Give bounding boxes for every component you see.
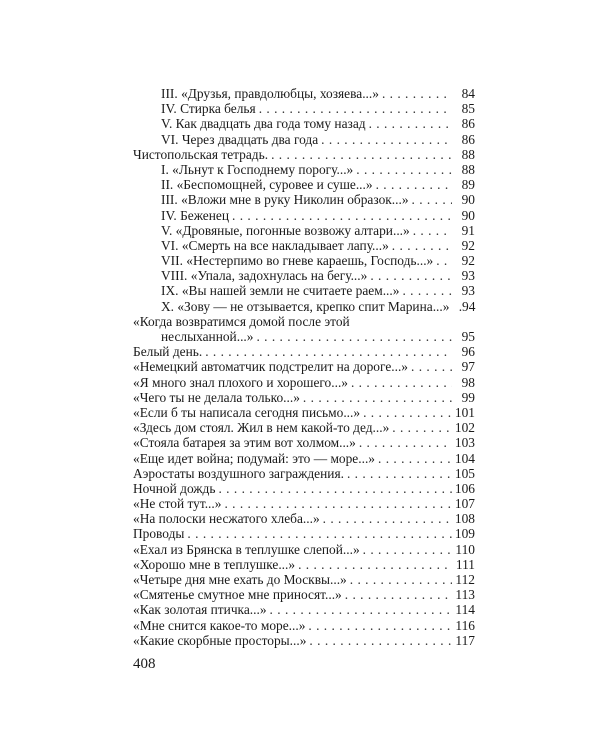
dot-leader [256, 329, 452, 344]
toc-entry-title: VI. Через двадцать два года [161, 131, 319, 147]
dot-leader [187, 526, 451, 541]
toc-entry-page: 90 [461, 192, 475, 208]
toc-entry-title: Чистопольская тетрадь. [133, 146, 269, 162]
toc-entry-page: 98 [461, 374, 475, 390]
toc-entry-title: II. «Беспомощней, суровее и суше...» [161, 177, 373, 193]
toc-entry [133, 314, 475, 329]
dot-leader [345, 587, 452, 602]
toc-entry-page: 90 [461, 207, 475, 223]
toc-entry [133, 633, 475, 648]
toc-entry-title: «Какие скорбные просторы...» [133, 632, 307, 648]
dot-leader [321, 132, 452, 147]
toc-entry [133, 375, 475, 390]
toc-entry [133, 329, 475, 344]
dot-leader [323, 511, 452, 526]
toc-entry [133, 253, 475, 268]
toc-entry [133, 451, 475, 466]
dot-leader [309, 633, 452, 648]
dot-leader [363, 405, 452, 420]
toc-entry [133, 299, 475, 314]
toc-entry [133, 162, 475, 177]
toc-entry-page: 97 [461, 359, 475, 375]
dot-leader [436, 253, 452, 268]
dot-leader [350, 572, 452, 587]
toc-entry [133, 542, 475, 557]
dot-leader [308, 618, 452, 633]
toc-entry-title: «Когда возвратимся домой после этой [133, 313, 350, 329]
toc-entry [133, 481, 475, 496]
toc-entry-page: 105 [454, 465, 475, 481]
toc-entry-page: 103 [454, 435, 475, 451]
toc-entry-page: .94 [458, 298, 476, 314]
toc-entry-title: Проводы [133, 526, 185, 542]
toc-entry-title: Ночной дождь [133, 480, 216, 496]
toc-entry [133, 359, 475, 374]
toc-entry-page: 114 [455, 602, 475, 618]
toc-entry-title: III. «Вложи мне в руку Николин образок...» [161, 192, 409, 208]
toc-entry [133, 132, 475, 147]
toc-entry-page: 96 [461, 344, 475, 360]
toc-entry-title: «Стояла батарея за этим вот холмом...» [133, 435, 356, 451]
toc-entry [133, 435, 475, 450]
toc-entry-page: 85 [461, 101, 475, 117]
toc-entry-title: I. «Льнут к Господнему порогу...» [161, 161, 354, 177]
toc-entry-page: 84 [461, 86, 475, 101]
toc-entry-title: «Не стой тут...» [133, 496, 222, 512]
toc-entry [133, 466, 475, 481]
toc-entry-page: 116 [455, 617, 475, 633]
toc-entry-title: «Еще идет война; подумай: это — море...» [133, 450, 375, 466]
toc-entry-page: 93 [461, 283, 475, 299]
dot-leader [351, 375, 452, 390]
dot-leader [347, 466, 452, 481]
toc-entry-title: «Я много знал плохого и хорошего...» [133, 374, 348, 390]
toc-entry-page: 91 [461, 222, 475, 238]
toc-entry-title: «Хорошо мне в теплушке...» [133, 556, 296, 572]
dot-leader [378, 451, 452, 466]
toc-entry-title: «Немецкий автоматчик подстрелит на дороге...» [133, 359, 408, 375]
dot-leader [218, 481, 451, 496]
toc-entry-page: 101 [454, 404, 475, 420]
toc-entry-page: 86 [461, 131, 475, 147]
toc-entry [133, 390, 475, 405]
dot-leader [298, 557, 452, 572]
toc-entry [133, 223, 475, 238]
table-of-contents [133, 86, 475, 648]
dot-leader [356, 162, 452, 177]
toc-entry-page: 92 [461, 237, 475, 253]
toc-entry [133, 344, 475, 359]
dot-leader [392, 238, 452, 253]
toc-entry-title: VII. «Нестерпимо во гневе караешь, Господь...» [161, 253, 434, 269]
toc-entry-page: 86 [461, 116, 475, 132]
toc-entry-page: 106 [454, 480, 475, 496]
toc-entry-title: VI. «Смерть на все накладывает лапу...» [161, 237, 389, 253]
toc-entry [133, 208, 475, 223]
toc-entry-page: 92 [461, 253, 475, 269]
toc-entry-page: 95 [461, 329, 475, 344]
toc-entry-page: 104 [454, 450, 475, 466]
toc-entry-title: VIII. «Упала, задохнулась на бегу...» [161, 268, 368, 284]
toc-entry-title: IX. «Вы нашей земли не считаете раем...» [161, 283, 400, 299]
dot-leader [205, 344, 452, 359]
dot-leader [363, 542, 452, 557]
dot-leader [369, 116, 452, 131]
toc-entry-title: X. «Зову — не отзывается, крепко спит Марина...» [161, 298, 450, 314]
toc-entry-title: «Если б ты написала сегодня письмо...» [133, 404, 361, 420]
toc-entry [133, 177, 475, 192]
toc-entry [133, 283, 475, 298]
toc-entry-title: «Чего ты не делала только...» [133, 389, 300, 405]
toc-entry-page: 93 [461, 268, 475, 284]
dot-leader [270, 602, 452, 617]
dot-leader [411, 359, 452, 374]
toc-entry-title: Аэростаты воздушного заграждения. [133, 465, 344, 481]
toc-entry-page: 102 [454, 420, 475, 436]
dot-leader [376, 177, 452, 192]
toc-entry [133, 147, 475, 162]
toc-entry-page: 89 [461, 177, 475, 193]
page-number: 408 [133, 656, 156, 672]
toc-entry-title: «Смятенье смутное мне приносят...» [133, 587, 342, 603]
toc-entry-title: «Мне снится какое-то море...» [133, 617, 306, 633]
toc-entry-title: Белый день. [133, 344, 203, 360]
toc-entry-page: 108 [454, 511, 475, 527]
dot-leader [271, 147, 452, 162]
toc-entry [133, 192, 475, 207]
toc-entry-title: IV. Стирка белья [161, 101, 256, 117]
toc-entry-title: «Четыре дня мне ехать до Москвы...» [133, 572, 347, 587]
toc-entry-page: 111 [455, 556, 475, 572]
dot-leader [392, 420, 452, 435]
toc-entry-title: V. Как двадцать два года тому назад [161, 116, 366, 132]
dot-leader [232, 208, 452, 223]
toc-entry [133, 86, 475, 101]
toc-entry [133, 496, 475, 511]
dot-leader [402, 283, 452, 298]
toc-entry-page: 107 [454, 496, 475, 512]
toc-entry-title: неслыханной...» [161, 329, 254, 344]
toc-entry [133, 268, 475, 283]
toc-entry [133, 420, 475, 435]
toc-entry-title: «Здесь дом стоял. Жил в нем какой-то дед...» [133, 420, 390, 436]
dot-leader [259, 101, 452, 116]
toc-entry-page: 112 [455, 572, 475, 587]
toc-entry-page: 113 [455, 587, 475, 603]
toc-entry-title: «Как золотая птичка...» [133, 602, 267, 618]
dot-leader [412, 192, 452, 207]
dot-leader [370, 268, 452, 283]
dot-leader [413, 223, 452, 238]
toc-entry [133, 587, 475, 602]
dot-leader [359, 435, 452, 450]
toc-entry [133, 116, 475, 131]
dot-leader [303, 390, 452, 405]
toc-entry [133, 557, 475, 572]
toc-entry-title: «Ехал из Брянска в теплушке слепой...» [133, 541, 360, 557]
dot-leader [224, 496, 451, 511]
toc-entry-page: 109 [454, 526, 475, 542]
toc-entry [133, 602, 475, 617]
toc-entry [133, 511, 475, 526]
toc-entry [133, 405, 475, 420]
toc-entry-page: 99 [461, 389, 475, 405]
toc-entry-title: III. «Друзья, правдолюбцы, хозяева...» [161, 86, 379, 101]
toc-entry-page: 88 [461, 146, 475, 162]
toc-entry-page: 117 [455, 632, 475, 648]
toc-entry-title: IV. Беженец [161, 207, 230, 223]
toc-entry [133, 101, 475, 116]
toc-entry [133, 572, 475, 587]
toc-entry-title: «На полоски несжатого хлеба...» [133, 511, 320, 527]
toc-entry-title: V. «Дровяные, погонные возвожу алтари...» [161, 222, 410, 238]
dot-leader [382, 86, 452, 101]
toc-entry-page: 110 [455, 541, 475, 557]
toc-entry [133, 238, 475, 253]
toc-entry [133, 526, 475, 541]
toc-entry [133, 618, 475, 633]
toc-entry-page: 88 [461, 161, 475, 177]
